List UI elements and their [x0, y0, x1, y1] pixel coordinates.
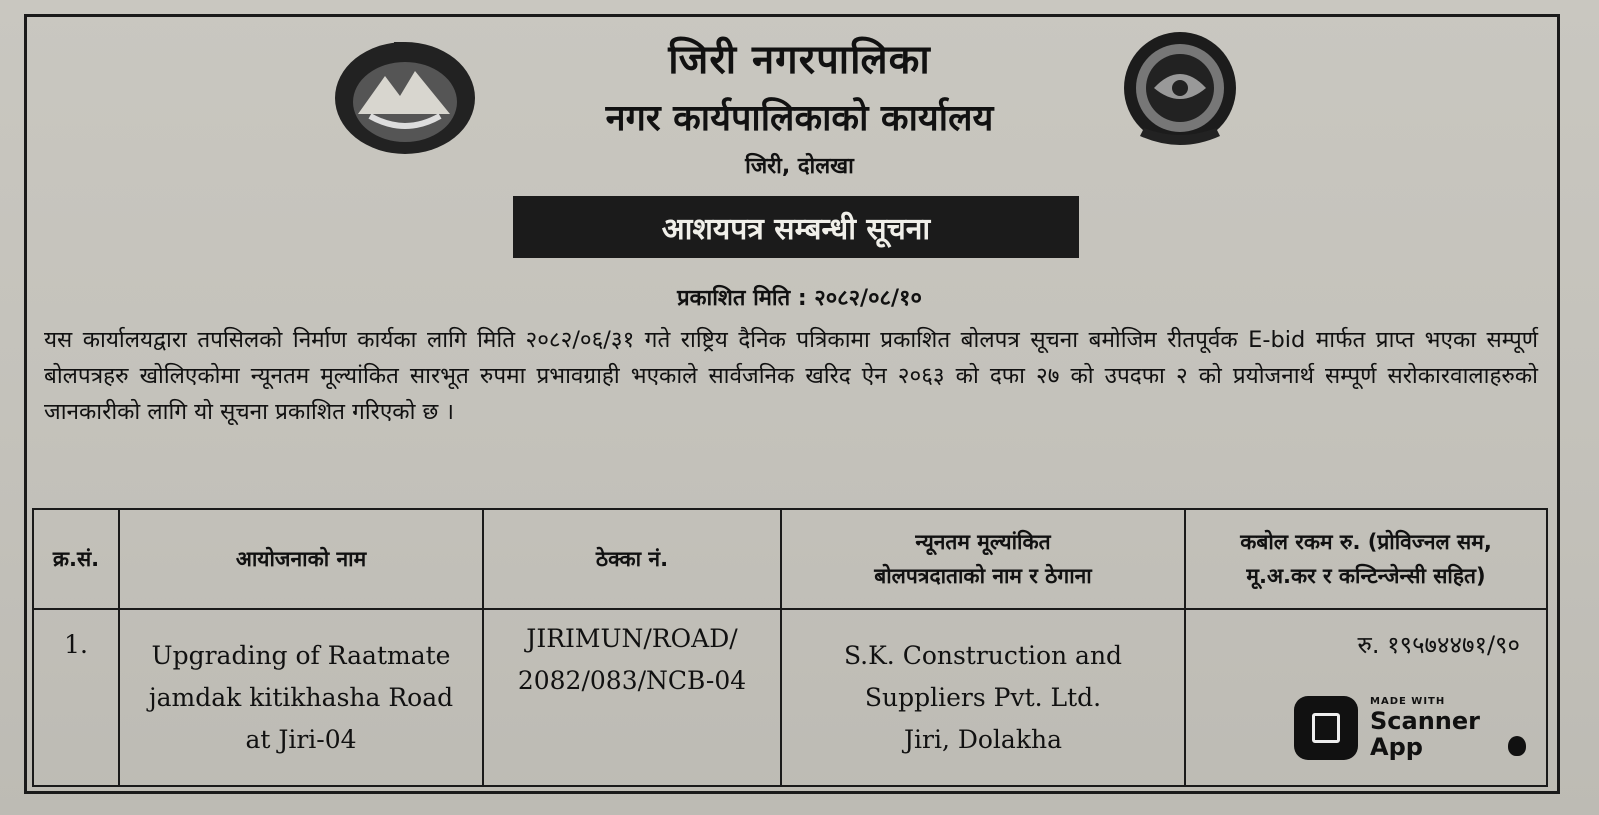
- office-name: नगर कार्यपालिकाको कार्यालय: [605, 98, 994, 139]
- header-amount-line1: कबोल रकम रु. (प्रोविज्नल सम,: [1240, 530, 1492, 554]
- row-project: [119, 609, 483, 786]
- header-bidder-line2: बोलपत्रदाताको नाम र ठेगाना: [874, 564, 1092, 588]
- row-amount: रु. १९५७४४७१/९०: [1185, 609, 1547, 786]
- row-project-line1: Upgrading of Raatmate: [151, 640, 451, 670]
- scanner-app-icon: [1294, 696, 1358, 760]
- row-bidder-line2: Suppliers Pvt. Ltd.: [864, 682, 1102, 712]
- row-contract-line2: 2082/083/NCB-04: [517, 666, 747, 695]
- header-amount: [1185, 509, 1547, 609]
- row-project-line2: jamdak kitikhasha Road: [148, 682, 454, 712]
- row-bidder-line3: Jiri, Dolakha: [903, 724, 1062, 754]
- office-location: जिरी, दोलखा: [745, 154, 854, 179]
- header-bidder: [781, 509, 1185, 609]
- header-contract: ठेक्का नं.: [483, 509, 781, 609]
- row-bidder-line1: S.K. Construction and: [843, 640, 1123, 670]
- notice-title: आशयपत्र सम्बन्धी सूचना: [513, 196, 1079, 258]
- notice-body: यस कार्यालयद्वारा तपसिलको निर्माण कार्यका लागि मिति २०८२/०६/३१ गते राष्ट्रिय दैनिक पत्रिकामा प्रकाशित बोलपत्र सूचना बमोजिम रीतपूर्वक E-bid मार्फत प्राप्त भएका सम्पूर्ण बोलपत्रहरु खोलिएकोमा न्यूनतम मूल्यांकित सारभूत रुपमा प्रभावग्राही भएकाले सार्वजनिक खरिद ऐन २०६३ को दफा २७ को उपदफा २ को प्रयोजनार्थ सम्पूर्ण सरोकारवालाहरुको जानकारीको लागि यो सूचना प्रकाशित गरिएको छ ।: [44, 327, 1538, 425]
- header-bidder-line1: न्यूनतम मूल्यांकित: [915, 530, 1051, 554]
- row-contract-line1: JIRIMUN/ROAD/: [526, 624, 738, 653]
- table-header-row: [33, 509, 1547, 609]
- row-bidder: [781, 609, 1185, 786]
- row-sn: 1.: [33, 609, 119, 786]
- header-sn: क्र.सं.: [33, 509, 119, 609]
- made-with-label: MADE WITH: [1370, 696, 1446, 707]
- municipality-name: जिरी नगरपालिका: [668, 37, 931, 83]
- published-date: प्रकाशित मिति : २०८२/०८/१०: [677, 286, 922, 311]
- scanner-app-name: Scanner App: [1370, 707, 1480, 761]
- header-project: आयोजनाको नाम: [119, 509, 483, 609]
- header-amount-line2: मू.अ.कर र कन्टिन्जेन्सी सहित): [1246, 564, 1486, 588]
- scanner-watermark: [1294, 696, 1532, 762]
- row-contract: [483, 609, 781, 786]
- apple-logo-icon: [1508, 736, 1526, 756]
- row-project-line3: at Jiri-04: [245, 724, 357, 754]
